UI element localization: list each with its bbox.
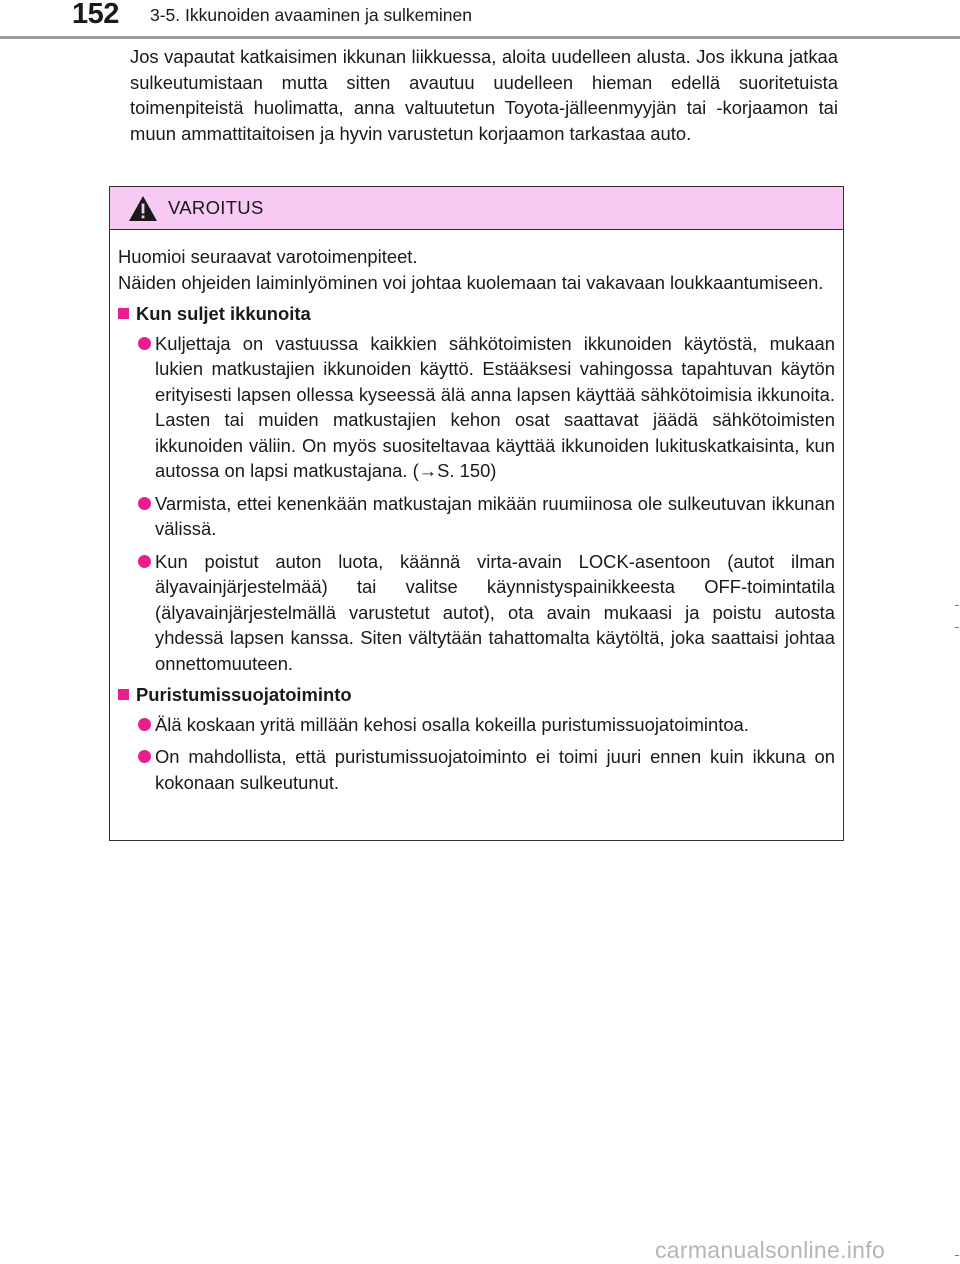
round-bullet-icon [138,337,151,350]
warning-title: VAROITUS [168,197,264,218]
crop-mark [955,627,959,628]
section-heading [118,682,835,708]
warning-lead [118,244,835,295]
list-item-text: On mahdollista, että puristumissuojatoiminto ei toimi juuri ennen kuin ikkuna on kokonaan sulkeutunut. [155,746,835,793]
list-item-text: Kuljettaja on vastuussa kaikkien sähkötoimisten ikkunoiden käytöstä, mukaan lukien matkustajien ikkunoiden käyttö. Estääksesi vahingossa tapahtuvan käytön erityisesti lapsen ollessa kyseessä älä anna lapsen käyttää sähkötoimisia ikkunoita. Lasten tai muiden matkustajien kehon osat saattavat jäädä sähkötoimisten ikkunoiden väliin. On myös suositeltavaa käyttää ikkunoiden lukituskatkaisinta, kun autossa on lapsi matkustajana. (→S. 150) [155,332,835,481]
page-header [0,0,960,40]
square-bullet-icon [118,308,129,319]
list-item [118,712,835,738]
square-bullet-icon [118,689,129,700]
crop-mark [955,605,959,606]
round-bullet-icon [138,750,151,763]
section-title: 3-5. Ikkunoiden avaaminen ja sulkeminen [150,5,472,25]
warning-header [110,187,843,230]
list-item-text: Kun poistut auton luota, käännä virta-avain LOCK-asentoon (autot ilman älyavainjärjestelmää) tai valitse käynnistyspainikkeesta OFF-toimintatila (älyavainjärjestelmällä varustetut autot), ota avain mukaasi ja poistu autosta yhdessä lapsen kanssa. Siten vältytään tahattomalta käytöltä, joka saattaisi johtaa onnettomuuteen. [155,550,835,674]
section-heading [118,301,835,327]
list-item [118,744,835,795]
page-number: 152 [72,0,119,30]
round-bullet-icon [138,718,151,731]
header-divider [0,36,960,39]
warning-triangle-icon [128,195,158,222]
crop-mark [955,1255,959,1256]
list-item [118,331,835,484]
list-item-text: Älä koskaan yritä millään kehosi osalla kokeilla puristumissuojatoimintoa. [155,713,749,735]
section-heading-text: Kun suljet ikkunoita [136,303,311,324]
section-heading-text: Puristumissuojatoiminto [136,684,352,705]
round-bullet-icon [138,497,151,510]
list-item [118,491,835,542]
intro-paragraph: Jos vapautat katkaisimen ikkunan liikkuessa, aloita uudelleen alusta. Jos ikkuna jatkaa sulkeutumistaan mutta sitten avautuu uudelleen hieman edellä suoritetuista toimenpiteistä huolimatta, anna valtuutetun Toyota-jälleenmyyjän tai -korjaamon tai muun ammattitaitoisen ja hyvin varustetun korjaamon tarkastaa auto. [130,46,838,144]
warning-box [109,186,844,841]
list-item-text: Varmista, ettei kenenkään matkustajan mikään ruumiinosa ole sulkeutuvan ikkunan välissä. [155,492,835,539]
warning-body [110,230,843,795]
watermark: carmanualsonline.info [655,1237,886,1263]
warning-lead-text: Huomioi seuraavat varotoimenpiteet. Näiden ohjeiden laiminlyöminen voi johtaa kuolemaan tai vakavaan loukkaantumiseen. [118,246,824,293]
list-item [118,549,835,677]
round-bullet-icon [138,555,151,568]
